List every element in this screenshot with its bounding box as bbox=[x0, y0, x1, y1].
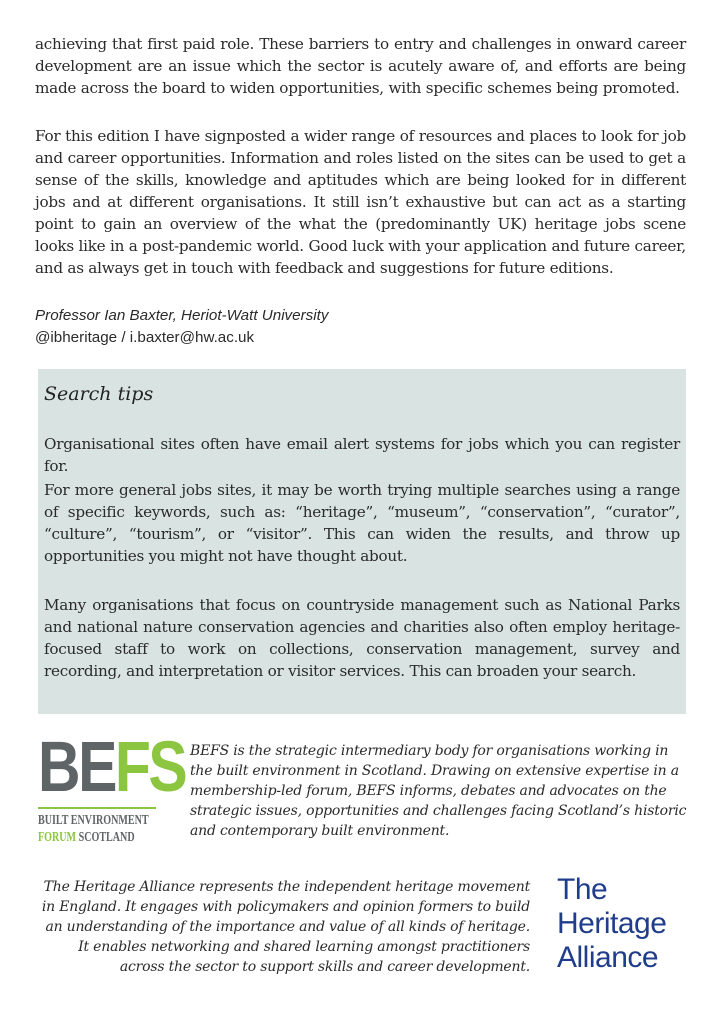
befs-logo-line-1: BUILT ENVIRONMENT bbox=[38, 813, 149, 828]
search-tips-box bbox=[38, 369, 686, 714]
author-name: Professor Ian Baxter, Heriot-Watt University bbox=[35, 307, 329, 324]
befs-logo bbox=[38, 728, 186, 850]
search-tips-heading: Search tips bbox=[44, 383, 154, 405]
body-paragraph-1: achieving that first paid role. These barriers to entry and challenges in onward career development are an issue which the sector is acutely aware of, and efforts are being made across the board to widen opportunities, with specific schemes being promoted. bbox=[35, 35, 686, 97]
ha-logo-line-2: Heritage bbox=[557, 907, 667, 940]
befs-logo-divider bbox=[38, 807, 156, 809]
search-tip-2: For more general jobs sites, it may be worth trying multiple searches using a range of specific keywords, such as: “heritage”, “museum”, “conservation”, “curator”, “culture”, “tourism”, or “visitor”. This can widen the results, and throw up opportunities you might not have thought about. bbox=[44, 481, 680, 565]
search-tip-1: Organisational sites often have email alert systems for jobs which you can register for. bbox=[44, 435, 680, 475]
befs-description: BEFS is the strategic intermediary body for organisations working in the built environment in Scotland. Drawing on extensive expertise in a membership-led forum, BEFS informs, debates and advocates on the strategic issues, opportunities and challenges facing Scotland’s historic and contemporary built environment. bbox=[190, 743, 687, 839]
signature-block bbox=[35, 305, 686, 349]
ha-logo-line-1: The bbox=[557, 873, 608, 906]
ha-logo-line-3: Alliance bbox=[557, 941, 659, 974]
author-contact: @ibheritage / i.baxter@hw.ac.uk bbox=[35, 329, 255, 346]
search-tip-3: Many organisations that focus on countryside management such as National Parks and national nature conservation agencies and charities also often employ heritage-focused staff to work on collections, conservation management, survey and recording, and interpretation or visitor services. This can broaden your search. bbox=[44, 596, 680, 680]
body-paragraph-2: For this edition I have signposted a wider range of resources and places to look for job and career opportunities. Information and roles listed on the sites can be used to get a sense of the skills, knowledge and aptitudes which are being looked for in different jobs and at different organisations. It still isn’t exhaustive but can act as a starting point to gain an overview of the what the (predominantly UK) heritage jobs scene looks like in a post-pandemic world. Good luck with your application and future career, and as always get in touch with feedback and suggestions for future editions. bbox=[35, 127, 686, 277]
befs-logo-line-2: FORUM SCOTLAND bbox=[38, 830, 135, 845]
heritage-alliance-description: The Heritage Alliance represents the independent heritage movement in England. It engages with policymakers and opinion formers to build an understanding of the importance and value of all kinds of heritage. It enables networking and shared learning amongst practitioners across the sector to support skills and career development. bbox=[41, 879, 530, 975]
heritage-alliance-logo bbox=[557, 873, 697, 975]
befs-logo-wordmark: BEFS bbox=[38, 728, 186, 807]
